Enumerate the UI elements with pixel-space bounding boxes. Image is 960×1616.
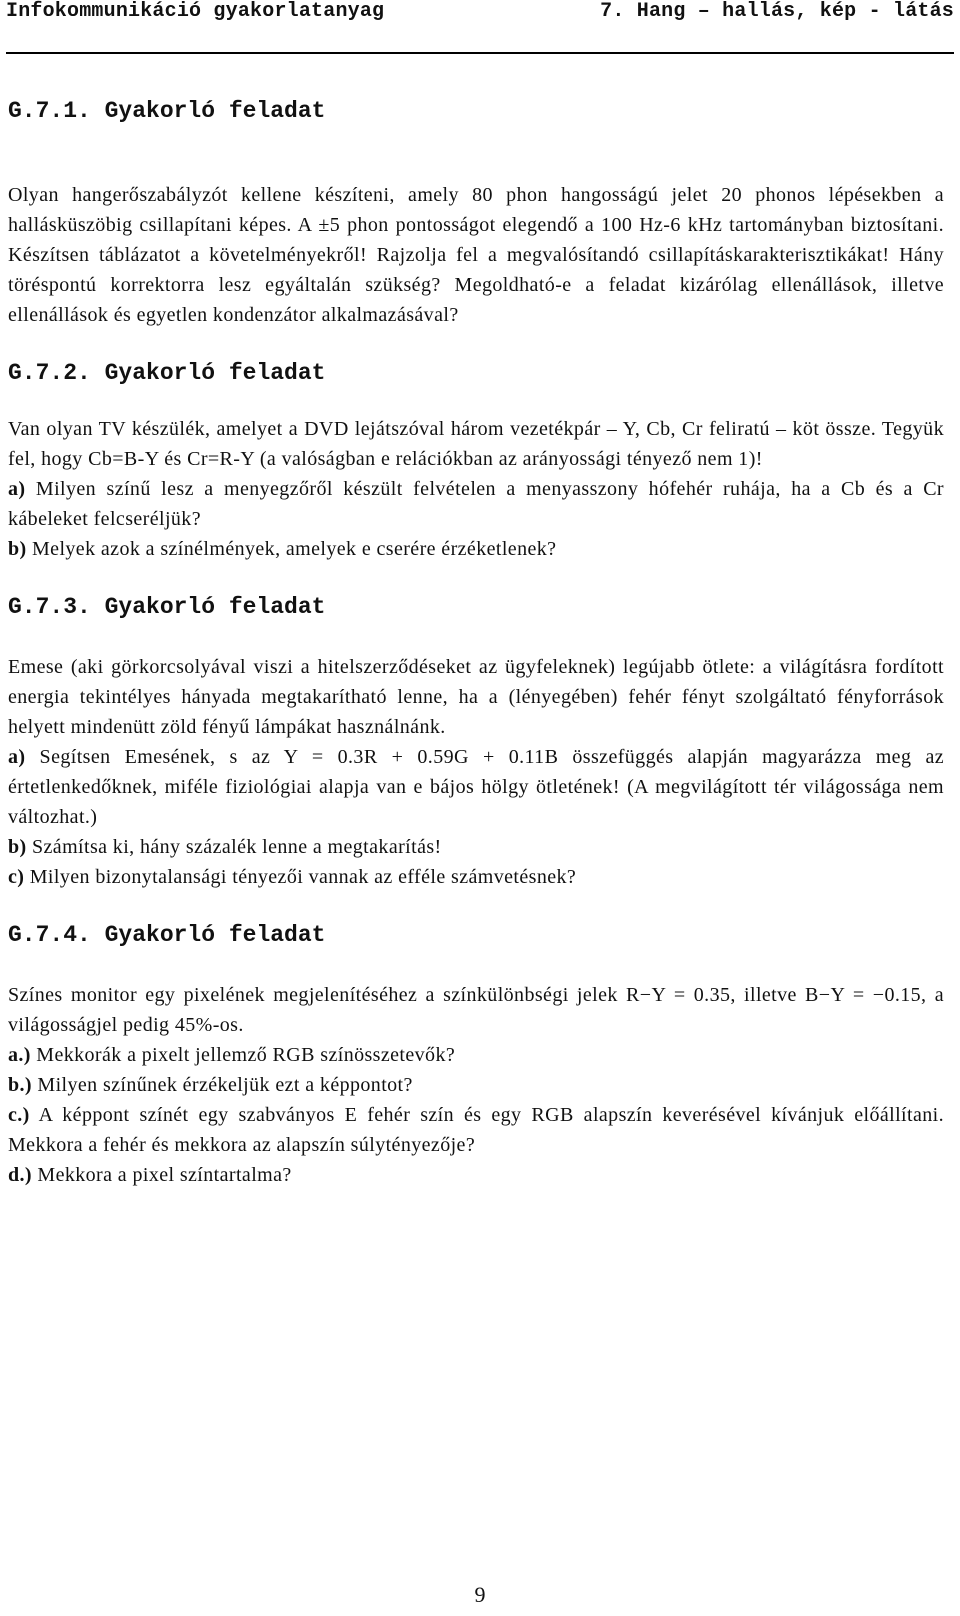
question-text: Milyen bizonytalansági tényezői vannak az efféle számvetésnek? — [24, 866, 577, 888]
question-text: A képpont színét egy szabványos E fehér szín és egy RGB alapszín keverésével kívánjuk előállítani. Mekkora a fehér és mekkora az alapszín súlytényezője? — [8, 1104, 944, 1156]
document-body — [8, 96, 944, 1190]
question-text: Melyek azok a színélmények, amelyek e cserére érzéketlenek? — [26, 538, 557, 560]
header-right: 7. Hang – hallás, kép - látás — [600, 0, 954, 23]
exercise-text: Színes monitor egy pixelének megjelenítéséhez a színkülönbségi jelek R−Y = 0.35, illetve B−Y = −0.15, a világosságjel pedig 45%-os. — [8, 984, 944, 1036]
question-label: a) — [8, 478, 26, 500]
exercise-title: G.7.1. Gyakorló feladat — [8, 98, 326, 124]
question-item — [8, 474, 944, 534]
question-item — [8, 862, 944, 892]
question-text: Milyen színűnek érzékeljük ezt a képpontot? — [31, 1074, 413, 1096]
question-label: c.) — [8, 1104, 30, 1126]
question-text: Mekkora a pixel színtartalma? — [31, 1164, 292, 1186]
question-text: Mekkorák a pixelt jellemző RGB színösszetevők? — [30, 1044, 456, 1066]
question-item — [8, 742, 944, 832]
question-text: Segítsen Emesének, s az Y = 0.3R + 0.59G + 0.11B összefüggés alapján magyarázza meg az értetlenkedőknek, miféle fiziológiai alapja van e bájos hölgy ötletének! (A megvilágított tér világossága nem változhat.) — [8, 746, 944, 828]
question-label: a.) — [8, 1044, 31, 1066]
header-left: Infokommunikáció gyakorlatanyag — [6, 0, 385, 23]
header-rule — [6, 52, 954, 54]
question-text: Számítsa ki, hány százalék lenne a megtakarítás! — [26, 836, 442, 858]
question-item — [8, 1040, 944, 1070]
question-label: b.) — [8, 1074, 32, 1096]
question-item — [8, 534, 944, 564]
question-item — [8, 1070, 944, 1100]
question-label: b) — [8, 538, 27, 560]
question-label: b) — [8, 836, 27, 858]
exercise-text: Van olyan TV készülék, amelyet a DVD lejátszóval három vezetékpár – Y, Cb, Cr feliratú – köt össze. Tegyük fel, hogy Cb=B-Y és Cr=R-Y (a valóságban e relációkban az arányossági tényező nem 1)! — [8, 418, 944, 470]
question-item — [8, 832, 944, 862]
exercise-text: Olyan hangerőszabályzót kellene készíteni, amely 80 phon hangosságú jelet 20 phonos lépésekben a hallásküszöbig csillapítani képes. A ±5 phon pontosságot elegendő a 100 Hz-6 kHz tartományban biztosítani. Készítsen táblázatot a követelményekről! Rajzolja fel a megvalósítandó csillapításkarakterisztikákat! Hány töréspontú korrektorra lesz egyáltalán szükség? Megoldható-e a feladat kizárólag ellenállások, illetve ellenállások és egyetlen kondenzátor alkalmazásával? — [8, 184, 944, 326]
exercise-title: G.7.2. Gyakorló feladat — [8, 360, 326, 386]
exercise-title: G.7.3. Gyakorló feladat — [8, 594, 326, 620]
question-label: d.) — [8, 1164, 32, 1186]
question-text: Milyen színű lesz a menyegzőről készült felvételen a menyasszony hófehér ruhája, ha a Cb és a Cr kábeleket felcseréljük? — [8, 478, 944, 530]
exercise-text: Emese (aki görkorcsolyával viszi a hitelszerződéseket az ügyfeleknek) legújabb ötlete: a világításra fordított energia tekintélyes hányada megtakarítható lenne, ha a (lényegében) fehér fényt szolgáltató fényforrások helyett mindenütt zöld fényű lámpákat használnánk. — [8, 656, 944, 738]
running-header — [6, 0, 954, 30]
exercise-title: G.7.4. Gyakorló feladat — [8, 922, 326, 948]
question-label: c) — [8, 866, 25, 888]
page-number: 9 — [474, 1582, 486, 1607]
question-label: a) — [8, 746, 26, 768]
question-item — [8, 1100, 944, 1160]
question-item — [8, 1160, 944, 1190]
